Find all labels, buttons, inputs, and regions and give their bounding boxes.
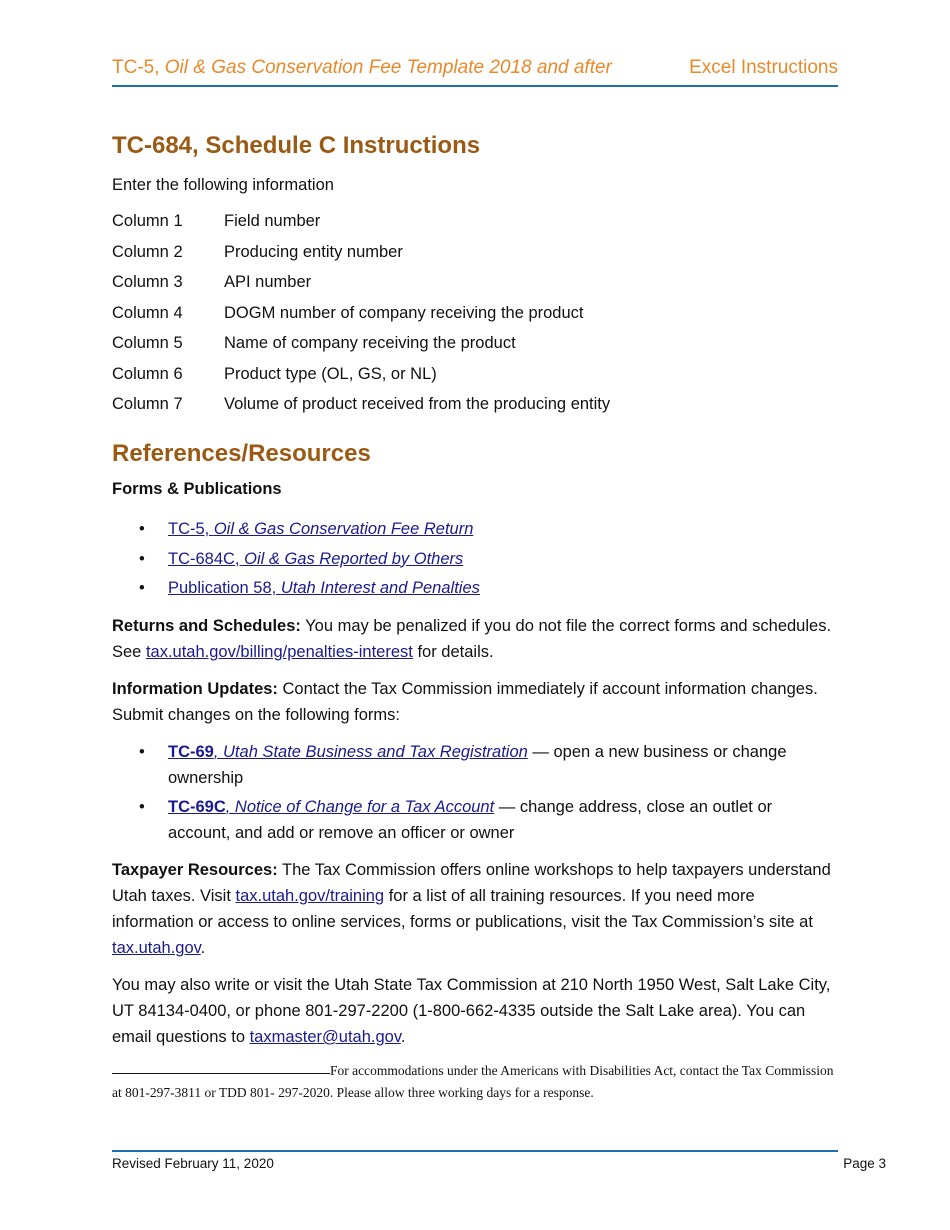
link-code: TC-5, [168, 520, 214, 538]
list-item [112, 516, 838, 546]
column-row [112, 300, 838, 331]
taxpayer-text-mid: for a list of all training resources. If you need more information or access to online services, forms or publications, visit the Tax Commission’s site at [112, 887, 813, 931]
bullet-icon: • [139, 798, 145, 816]
column-label: Column 6 [112, 364, 183, 383]
bullet-icon: • [139, 743, 145, 761]
list-item [112, 794, 838, 846]
column-row [112, 330, 838, 361]
forms-heading: Forms & Publications [112, 480, 282, 498]
link-tc684c[interactable] [168, 550, 463, 568]
contact-text: You may also write or visit the Utah State Tax Commission at 210 North 1950 West, Salt Lake City, UT 84134-0400, or phone 801-297-2200 (1-800-662-4335 outside the Salt Lake area). You can email questions to [112, 976, 831, 1046]
footnote-text: For accommodations under the Americans with Disabilities Act, contact the Tax Commission at 801-297-3811 or TDD 801- 297-2020. Please allow three working days for a response. [112, 1063, 834, 1100]
column-label: Column 2 [112, 242, 183, 261]
page-header [112, 57, 838, 87]
forms-list [112, 516, 838, 605]
bullet-icon: • [139, 579, 145, 597]
link-tc69c[interactable] [168, 798, 494, 816]
link-title: , Utah State Business and Tax Registration [213, 743, 528, 761]
header-template-title: Oil & Gas Conservation Fee Template 2018 and after [164, 57, 612, 78]
column-label: Column 4 [112, 303, 183, 322]
link-code: Publication 58, [168, 579, 281, 597]
link-penalties-interest[interactable]: tax.utah.gov/billing/penalties-interest [145, 643, 413, 661]
taxpayer-resources-paragraph [112, 857, 838, 961]
column-row [112, 239, 838, 270]
info-updates-text: Contact the Tax Commission immediately if account information changes. Submit changes on the following forms: [112, 680, 818, 724]
link-title: Oil & Gas Reported by Others [244, 549, 464, 568]
revised-date: Revised February 11, 2020 [112, 1156, 274, 1171]
bullet-icon: • [139, 549, 145, 568]
list-item [112, 575, 838, 605]
column-row [112, 269, 838, 300]
column-list [112, 208, 838, 422]
column-label: Column 1 [112, 212, 183, 230]
column-desc: API number [224, 273, 312, 291]
column-label: Column 5 [112, 334, 183, 352]
column-desc: Field number [224, 212, 321, 230]
column-label: Column 7 [112, 395, 183, 413]
column-desc: Volume of product received from the producing entity [224, 395, 611, 413]
contact-text-end: . [400, 1028, 406, 1046]
taxpayer-text: The Tax Commission offers online workshops to help taxpayers understand Utah taxes. Visit [112, 861, 831, 905]
link-tax-utah-gov[interactable]: tax.utah.gov [112, 939, 201, 957]
column-desc: Product type (OL, GS, or NL) [224, 364, 437, 383]
section-title-references: References/Resources [112, 440, 371, 467]
link-tc69[interactable] [168, 743, 528, 761]
column-desc: DOGM number of company receiving the product [224, 303, 584, 322]
header-title [112, 57, 612, 79]
item-desc: — change address, close an outlet or account, and add or remove an officer or owner [168, 798, 773, 842]
list-item [112, 739, 838, 791]
column-row [112, 361, 838, 392]
contact-paragraph [112, 972, 838, 1050]
link-title: , Notice of Change for a Tax Account [225, 798, 495, 816]
page-footer [112, 1150, 886, 1171]
link-email-taxmaster[interactable]: taxmaster@utah.gov [249, 1028, 401, 1046]
intro-text: Enter the following information [112, 176, 334, 194]
link-tc5-return[interactable] [168, 520, 473, 538]
returns-label: Returns and Schedules: [112, 617, 301, 635]
column-desc: Name of company receiving the product [224, 334, 516, 352]
info-updates-label: Information Updates: [112, 680, 278, 698]
item-desc: — open a new business or change ownership [168, 743, 787, 787]
page-number: Page 3 [843, 1156, 886, 1171]
link-title: Utah Interest and Penalties [280, 579, 480, 597]
column-row [112, 391, 838, 422]
taxpayer-label: Taxpayer Resources: [112, 861, 278, 879]
link-publication-58[interactable] [168, 579, 480, 597]
info-updates-paragraph [112, 676, 838, 728]
list-item [112, 546, 838, 576]
returns-text: You may be penalized if you do not file the correct forms and schedules. See [112, 617, 832, 661]
returns-paragraph [112, 613, 838, 665]
returns-text-end: for details. [412, 643, 494, 661]
link-code: TC-69C [168, 798, 226, 816]
taxpayer-text-end: . [200, 939, 206, 957]
link-code: TC-684C, [168, 549, 245, 568]
column-desc: Producing entity number [224, 242, 403, 261]
link-title: Oil & Gas Conservation Fee Return [213, 520, 474, 538]
header-right-label: Excel Instructions [689, 57, 838, 78]
link-code: TC-69 [168, 743, 214, 761]
bullet-icon: • [139, 520, 145, 538]
column-row [112, 208, 838, 239]
section-title-schedule-c: TC-684, Schedule C Instructions [112, 132, 481, 159]
link-training[interactable]: tax.utah.gov/training [235, 887, 385, 905]
header-form-code: TC-5, [112, 57, 165, 78]
column-label: Column 3 [112, 273, 183, 291]
update-forms-list [112, 739, 838, 849]
